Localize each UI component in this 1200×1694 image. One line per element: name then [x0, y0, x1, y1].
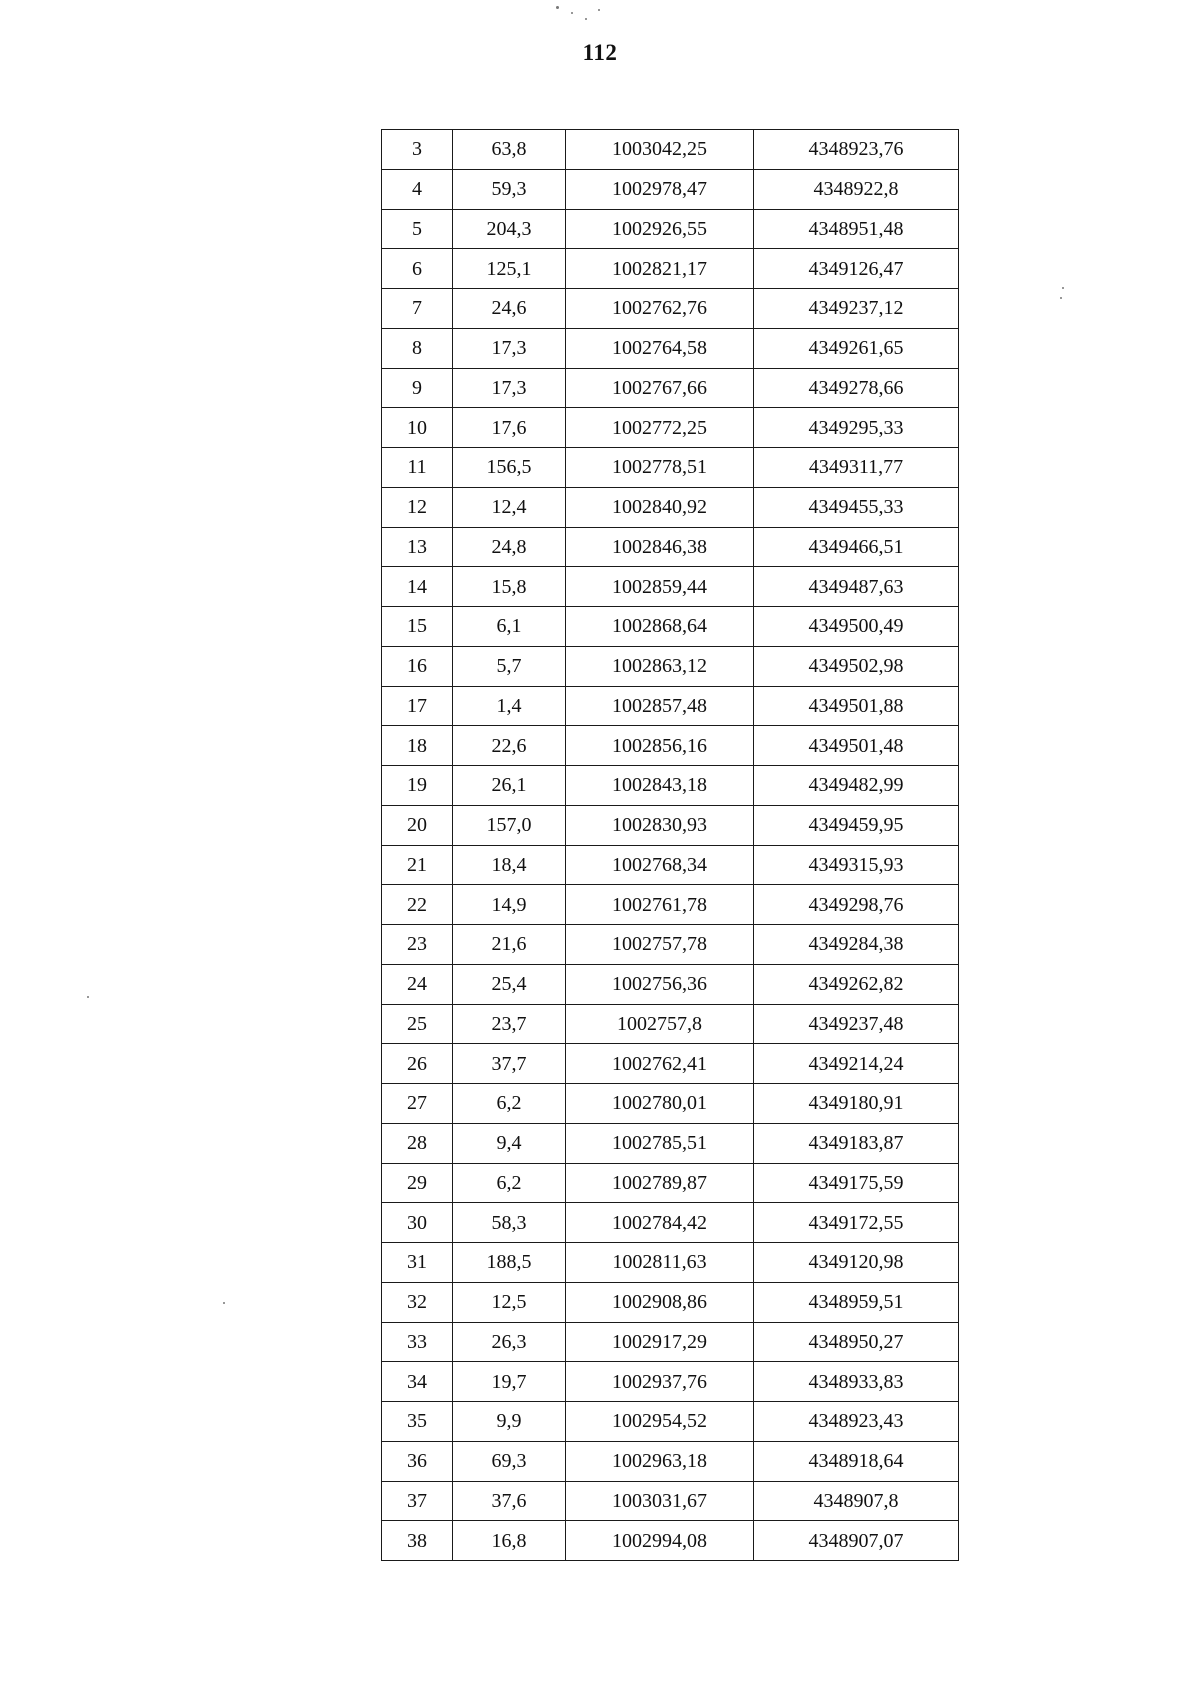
x-coordinate-cell: 1002778,51 [566, 448, 754, 488]
y-coordinate-cell: 4349183,87 [754, 1123, 959, 1163]
point-number-cell: 7 [382, 289, 453, 329]
table-row [382, 925, 959, 965]
segment-length-cell: 6,1 [453, 607, 566, 647]
point-number-cell: 8 [382, 328, 453, 368]
y-coordinate-cell: 4349311,77 [754, 448, 959, 488]
segment-length-cell: 9,4 [453, 1123, 566, 1163]
segment-length-cell: 19,7 [453, 1362, 566, 1402]
y-coordinate-cell: 4349501,88 [754, 686, 959, 726]
scan-speck [585, 18, 587, 20]
table-row [382, 1402, 959, 1442]
table-row [382, 1282, 959, 1322]
table-row [382, 1044, 959, 1084]
x-coordinate-cell: 1002978,47 [566, 169, 754, 209]
table-row [382, 686, 959, 726]
segment-length-cell: 25,4 [453, 964, 566, 1004]
table-row [382, 1203, 959, 1243]
scan-speck [1060, 297, 1062, 299]
y-coordinate-cell: 4349459,95 [754, 805, 959, 845]
table-row [382, 845, 959, 885]
table-row [382, 567, 959, 607]
segment-length-cell: 37,6 [453, 1481, 566, 1521]
x-coordinate-cell: 1002761,78 [566, 885, 754, 925]
point-number-cell: 28 [382, 1123, 453, 1163]
x-coordinate-cell: 1002756,36 [566, 964, 754, 1004]
y-coordinate-cell: 4349214,24 [754, 1044, 959, 1084]
y-coordinate-cell: 4348923,43 [754, 1402, 959, 1442]
point-number-cell: 10 [382, 408, 453, 448]
x-coordinate-cell: 1002843,18 [566, 766, 754, 806]
segment-length-cell: 9,9 [453, 1402, 566, 1442]
scan-speck [598, 9, 600, 11]
point-number-cell: 32 [382, 1282, 453, 1322]
segment-length-cell: 37,7 [453, 1044, 566, 1084]
point-number-cell: 11 [382, 448, 453, 488]
y-coordinate-cell: 4348950,27 [754, 1322, 959, 1362]
segment-length-cell: 156,5 [453, 448, 566, 488]
segment-length-cell: 6,2 [453, 1163, 566, 1203]
segment-length-cell: 204,3 [453, 209, 566, 249]
x-coordinate-cell: 1002859,44 [566, 567, 754, 607]
table-row [382, 1084, 959, 1124]
table-row [382, 766, 959, 806]
y-coordinate-cell: 4349502,98 [754, 646, 959, 686]
x-coordinate-cell: 1002954,52 [566, 1402, 754, 1442]
x-coordinate-cell: 1002937,76 [566, 1362, 754, 1402]
segment-length-cell: 17,3 [453, 368, 566, 408]
y-coordinate-cell: 4349261,65 [754, 328, 959, 368]
segment-length-cell: 58,3 [453, 1203, 566, 1243]
point-number-cell: 30 [382, 1203, 453, 1243]
segment-length-cell: 21,6 [453, 925, 566, 965]
x-coordinate-cell: 1003031,67 [566, 1481, 754, 1521]
x-coordinate-cell: 1002963,18 [566, 1441, 754, 1481]
point-number-cell: 16 [382, 646, 453, 686]
y-coordinate-cell: 4348922,8 [754, 169, 959, 209]
segment-length-cell: 125,1 [453, 249, 566, 289]
y-coordinate-cell: 4348907,07 [754, 1521, 959, 1561]
x-coordinate-cell: 1002757,78 [566, 925, 754, 965]
table-row [382, 1243, 959, 1283]
x-coordinate-cell: 1002762,76 [566, 289, 754, 329]
scan-speck [223, 1302, 225, 1304]
point-number-cell: 9 [382, 368, 453, 408]
table-row [382, 328, 959, 368]
table-row [382, 289, 959, 329]
x-coordinate-cell: 1002789,87 [566, 1163, 754, 1203]
x-coordinate-cell: 1002846,38 [566, 527, 754, 567]
y-coordinate-cell: 4349120,98 [754, 1243, 959, 1283]
x-coordinate-cell: 1002784,42 [566, 1203, 754, 1243]
y-coordinate-cell: 4348923,76 [754, 130, 959, 170]
point-number-cell: 38 [382, 1521, 453, 1561]
x-coordinate-cell: 1002868,64 [566, 607, 754, 647]
segment-length-cell: 188,5 [453, 1243, 566, 1283]
segment-length-cell: 63,8 [453, 130, 566, 170]
y-coordinate-cell: 4348907,8 [754, 1481, 959, 1521]
point-number-cell: 5 [382, 209, 453, 249]
y-coordinate-cell: 4349180,91 [754, 1084, 959, 1124]
x-coordinate-cell: 1002780,01 [566, 1084, 754, 1124]
segment-length-cell: 6,2 [453, 1084, 566, 1124]
segment-length-cell: 24,6 [453, 289, 566, 329]
table-row [382, 408, 959, 448]
y-coordinate-cell: 4349455,33 [754, 487, 959, 527]
x-coordinate-cell: 1002926,55 [566, 209, 754, 249]
point-number-cell: 21 [382, 845, 453, 885]
segment-length-cell: 17,6 [453, 408, 566, 448]
point-number-cell: 36 [382, 1441, 453, 1481]
y-coordinate-cell: 4348933,83 [754, 1362, 959, 1402]
y-coordinate-cell: 4349237,12 [754, 289, 959, 329]
table-row [382, 726, 959, 766]
table-row [382, 964, 959, 1004]
coordinates-table-body [382, 130, 959, 1561]
segment-length-cell: 157,0 [453, 805, 566, 845]
segment-length-cell: 5,7 [453, 646, 566, 686]
scan-speck [571, 12, 573, 14]
y-coordinate-cell: 4349126,47 [754, 249, 959, 289]
table-row [382, 607, 959, 647]
x-coordinate-cell: 1003042,25 [566, 130, 754, 170]
segment-length-cell: 24,8 [453, 527, 566, 567]
scan-speck [87, 996, 89, 998]
y-coordinate-cell: 4348951,48 [754, 209, 959, 249]
segment-length-cell: 16,8 [453, 1521, 566, 1561]
y-coordinate-cell: 4348918,64 [754, 1441, 959, 1481]
scan-speck [1062, 287, 1064, 289]
segment-length-cell: 12,4 [453, 487, 566, 527]
point-number-cell: 15 [382, 607, 453, 647]
segment-length-cell: 15,8 [453, 567, 566, 607]
point-number-cell: 34 [382, 1362, 453, 1402]
y-coordinate-cell: 4349262,82 [754, 964, 959, 1004]
x-coordinate-cell: 1002772,25 [566, 408, 754, 448]
table-row [382, 1123, 959, 1163]
segment-length-cell: 17,3 [453, 328, 566, 368]
page-number: 112 [582, 40, 618, 65]
point-number-cell: 13 [382, 527, 453, 567]
x-coordinate-cell: 1002821,17 [566, 249, 754, 289]
point-number-cell: 31 [382, 1243, 453, 1283]
point-number-cell: 37 [382, 1481, 453, 1521]
table-row [382, 169, 959, 209]
point-number-cell: 26 [382, 1044, 453, 1084]
y-coordinate-cell: 4348959,51 [754, 1282, 959, 1322]
y-coordinate-cell: 4349466,51 [754, 527, 959, 567]
point-number-cell: 17 [382, 686, 453, 726]
y-coordinate-cell: 4349501,48 [754, 726, 959, 766]
point-number-cell: 3 [382, 130, 453, 170]
table-row [382, 249, 959, 289]
x-coordinate-cell: 1002917,29 [566, 1322, 754, 1362]
table-row [382, 885, 959, 925]
segment-length-cell: 14,9 [453, 885, 566, 925]
y-coordinate-cell: 4349482,99 [754, 766, 959, 806]
y-coordinate-cell: 4349295,33 [754, 408, 959, 448]
point-number-cell: 12 [382, 487, 453, 527]
table-row [382, 1362, 959, 1402]
y-coordinate-cell: 4349298,76 [754, 885, 959, 925]
point-number-cell: 14 [382, 567, 453, 607]
segment-length-cell: 1,4 [453, 686, 566, 726]
x-coordinate-cell: 1002994,08 [566, 1521, 754, 1561]
x-coordinate-cell: 1002863,12 [566, 646, 754, 686]
x-coordinate-cell: 1002768,34 [566, 845, 754, 885]
point-number-cell: 18 [382, 726, 453, 766]
x-coordinate-cell: 1002785,51 [566, 1123, 754, 1163]
point-number-cell: 24 [382, 964, 453, 1004]
segment-length-cell: 12,5 [453, 1282, 566, 1322]
point-number-cell: 22 [382, 885, 453, 925]
point-number-cell: 6 [382, 249, 453, 289]
x-coordinate-cell: 1002757,8 [566, 1004, 754, 1044]
point-number-cell: 19 [382, 766, 453, 806]
x-coordinate-cell: 1002856,16 [566, 726, 754, 766]
x-coordinate-cell: 1002811,63 [566, 1243, 754, 1283]
y-coordinate-cell: 4349175,59 [754, 1163, 959, 1203]
segment-length-cell: 22,6 [453, 726, 566, 766]
point-number-cell: 33 [382, 1322, 453, 1362]
segment-length-cell: 26,3 [453, 1322, 566, 1362]
segment-length-cell: 26,1 [453, 766, 566, 806]
table-row [382, 1004, 959, 1044]
point-number-cell: 27 [382, 1084, 453, 1124]
y-coordinate-cell: 4349315,93 [754, 845, 959, 885]
segment-length-cell: 69,3 [453, 1441, 566, 1481]
segment-length-cell: 23,7 [453, 1004, 566, 1044]
x-coordinate-cell: 1002840,92 [566, 487, 754, 527]
y-coordinate-cell: 4349278,66 [754, 368, 959, 408]
table-row [382, 1322, 959, 1362]
table-row [382, 209, 959, 249]
table-row [382, 368, 959, 408]
table-row [382, 1441, 959, 1481]
point-number-cell: 29 [382, 1163, 453, 1203]
scan-speck [556, 6, 559, 9]
point-number-cell: 25 [382, 1004, 453, 1044]
table-row [382, 130, 959, 170]
x-coordinate-cell: 1002767,66 [566, 368, 754, 408]
y-coordinate-cell: 4349500,49 [754, 607, 959, 647]
point-number-cell: 20 [382, 805, 453, 845]
y-coordinate-cell: 4349284,38 [754, 925, 959, 965]
table-row [382, 1521, 959, 1561]
point-number-cell: 35 [382, 1402, 453, 1442]
x-coordinate-cell: 1002857,48 [566, 686, 754, 726]
coordinates-table [381, 129, 959, 1561]
x-coordinate-cell: 1002908,86 [566, 1282, 754, 1322]
table-row [382, 646, 959, 686]
x-coordinate-cell: 1002830,93 [566, 805, 754, 845]
y-coordinate-cell: 4349172,55 [754, 1203, 959, 1243]
table-row [382, 1163, 959, 1203]
y-coordinate-cell: 4349237,48 [754, 1004, 959, 1044]
point-number-cell: 23 [382, 925, 453, 965]
x-coordinate-cell: 1002764,58 [566, 328, 754, 368]
table-row [382, 487, 959, 527]
table-row [382, 527, 959, 567]
table-row [382, 448, 959, 488]
segment-length-cell: 18,4 [453, 845, 566, 885]
segment-length-cell: 59,3 [453, 169, 566, 209]
y-coordinate-cell: 4349487,63 [754, 567, 959, 607]
table-row [382, 805, 959, 845]
table-row [382, 1481, 959, 1521]
x-coordinate-cell: 1002762,41 [566, 1044, 754, 1084]
point-number-cell: 4 [382, 169, 453, 209]
